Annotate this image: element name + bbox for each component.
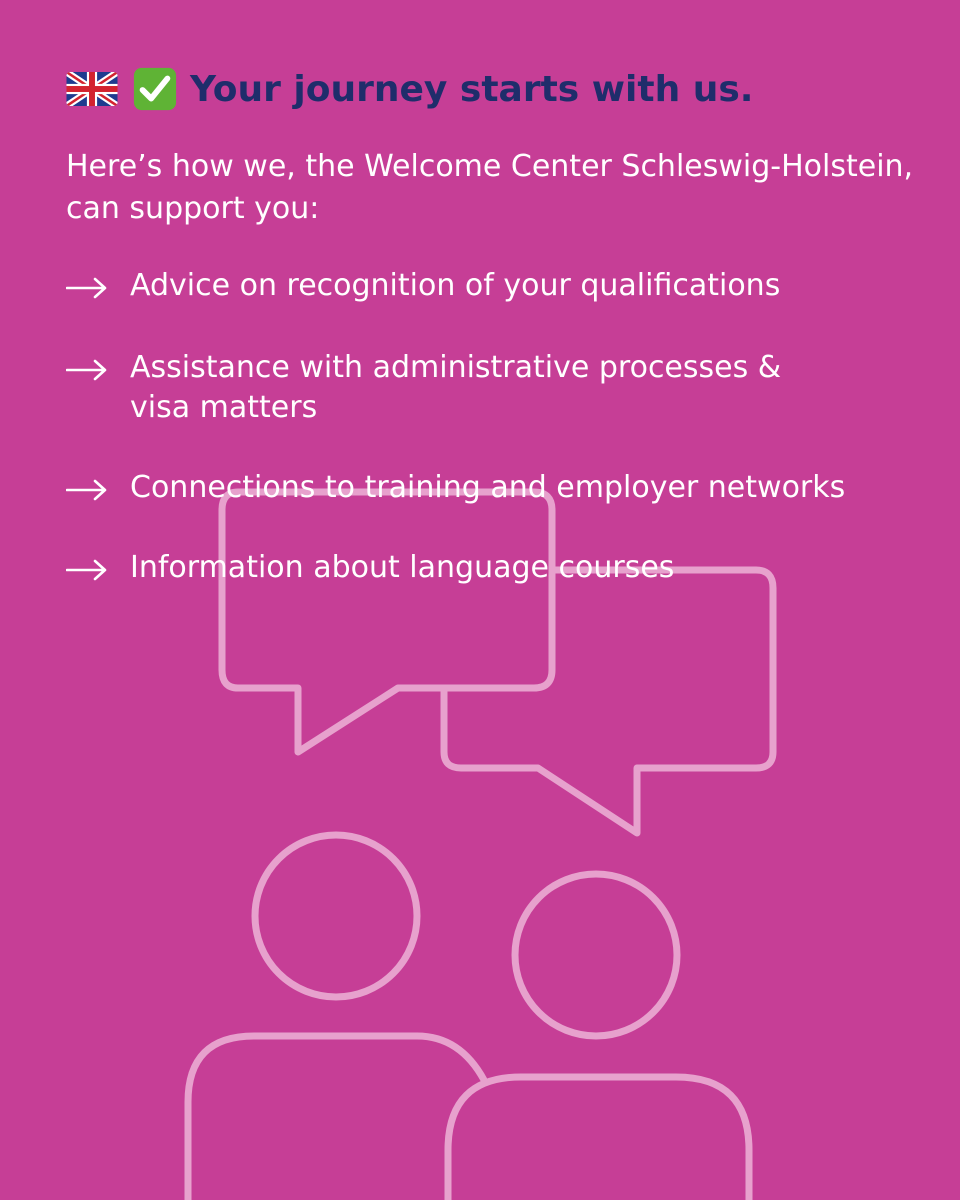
uk-flag-icon [66, 72, 118, 106]
list-item-text: Information about language courses [130, 550, 675, 585]
intro-text: Here’s how we, the Welcome Center Schleswig-Holstein, can support you: [66, 149, 914, 226]
list-item-text: Connections to training and employer networks [130, 470, 846, 505]
list-item [66, 348, 926, 428]
right-arrow-icon [66, 358, 108, 382]
right-arrow-icon [66, 478, 108, 502]
list-item [66, 266, 926, 306]
list-item [66, 548, 926, 588]
check-mark-icon [132, 66, 178, 112]
headline [66, 62, 753, 116]
page-title: Your journey starts with us. [190, 68, 754, 110]
list-item [66, 468, 926, 508]
right-arrow-icon [66, 558, 108, 582]
list-item-text: Advice on recognition of your qualifications [130, 268, 781, 303]
right-arrow-icon [66, 276, 108, 300]
list-item-text: Assistance with administrative processes & visa matters [130, 350, 782, 425]
